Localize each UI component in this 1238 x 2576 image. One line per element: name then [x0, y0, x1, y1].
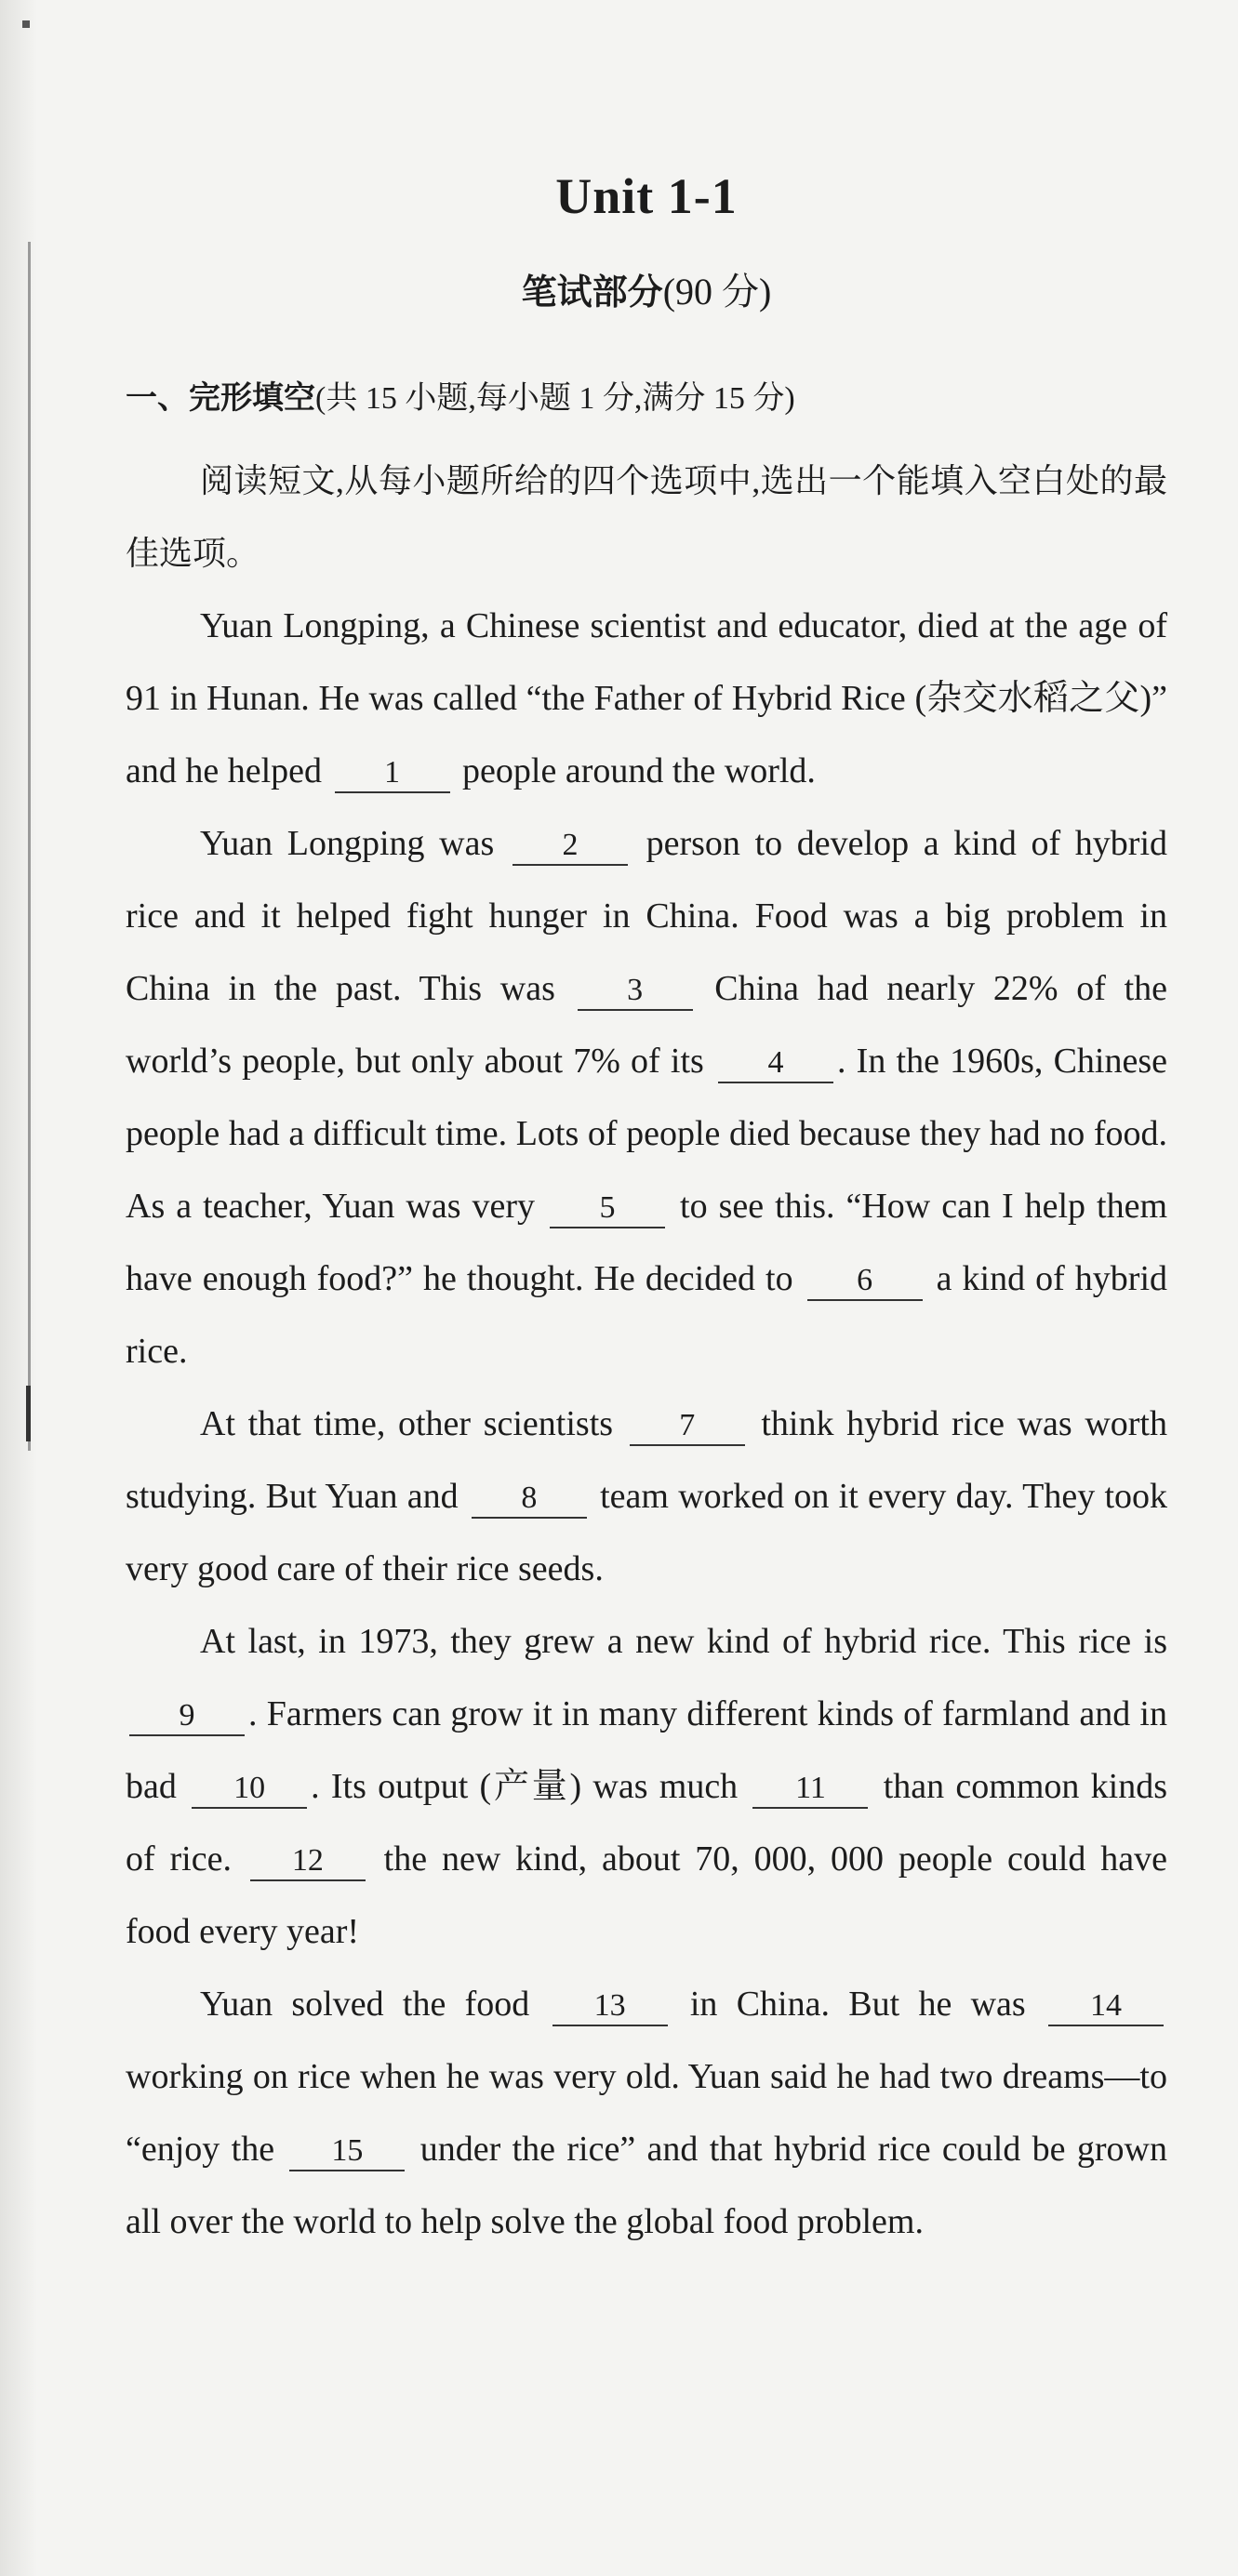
unit-title: Unit 1-1 [555, 168, 738, 224]
blank-12[interactable]: 12 [250, 1842, 366, 1881]
instructions: 阅读短文,从每小题所给的四个选项中,选出一个能填入空白处的最佳选项。 [126, 462, 1167, 573]
passage-text: team worked on it every day. They took very good care of their rice seeds. [126, 1477, 1168, 1589]
passage-text: in China. But he was [689, 1985, 1026, 2025]
passage-text: under the rice” and that hybrid rice could be grown all over the world to help solve the global food problem. [126, 2130, 1167, 2242]
passage-text: working on rice when he was very old. Yuan said he had two dreams—to “enjoy the [126, 2057, 1167, 2170]
blank-8[interactable]: 8 [472, 1480, 587, 1519]
scan-edge-mark [22, 20, 30, 28]
blank-5[interactable]: 5 [550, 1189, 665, 1228]
blank-15[interactable]: 15 [289, 2132, 405, 2171]
passage-text: the new kind, about 70, 000, 000 people could have food every year! [126, 1839, 1167, 1952]
passage-paragraph-5 [126, 1968, 1167, 2258]
scan-edge [0, 0, 37, 2576]
blank-3[interactable]: 3 [578, 972, 693, 1011]
scan-edge-mark [28, 242, 31, 1451]
passage-text: Yuan Longping, a Chinese scientist and educator, died at the age of 91 in Hunan. He was called “the Father of Hybrid Rice (杂交水稻之父)” and he helped [126, 606, 1167, 791]
passage-text: people around the world. [462, 751, 816, 791]
blank-13[interactable]: 13 [552, 1987, 668, 2026]
passage-text: Yuan solved the food [200, 1985, 530, 2025]
passage-text: person to develop a kind of hybrid rice and it helped fight hunger in China. Food was a big problem in China in the past. This was [126, 824, 1168, 1009]
passage-text: . Farmers can grow it in many different kinds of farmland and in bad [126, 1694, 1167, 1807]
worksheet-page [126, 167, 1167, 2258]
blank-11[interactable]: 11 [752, 1770, 868, 1809]
passage-text: to see this. “How can I help them have enough food?” he thought. He decided to [126, 1187, 1168, 1299]
passage-text: At that time, other scientists [200, 1404, 614, 1444]
passage-text: than common kinds of rice. [126, 1767, 1167, 1879]
passage-text: think hybrid rice was worth studying. But Yuan and [126, 1404, 1167, 1517]
blank-9[interactable]: 9 [129, 1697, 245, 1736]
passage-text: At last, in 1973, they grew a new kind of hybrid rice. This rice is [200, 1622, 1167, 1662]
passage-paragraph-4 [126, 1605, 1167, 1968]
passage-text: China had nearly 22% of the world’s people, but only about 7% of its [126, 969, 1167, 1082]
passage-text: . Its output (产量) was much [311, 1767, 739, 1807]
scan-edge-mark [26, 1386, 31, 1441]
section-heading [126, 262, 1167, 315]
blank-2[interactable]: 2 [513, 827, 628, 866]
blank-7[interactable]: 7 [630, 1407, 745, 1446]
passage-text: a kind of hybrid rice. [126, 1259, 1168, 1372]
passage-paragraph-3 [126, 1388, 1167, 1605]
cloze-score-note: (共 15 小题,每小题 1 分,满分 15 分) [315, 381, 795, 416]
blank-4[interactable]: 4 [718, 1044, 833, 1083]
cloze-section-heading [126, 373, 1167, 424]
passage-paragraph-2 [126, 807, 1167, 1388]
passage-text: . In the 1960s, Chinese people had a difficult time. Lots of people died because they had no food. As a teacher, Yuan was very [126, 1042, 1168, 1227]
written-part-label: 笔试部分 [521, 272, 663, 312]
passage-paragraph-1 [126, 590, 1167, 807]
blank-6[interactable]: 6 [807, 1262, 923, 1301]
blank-1[interactable]: 1 [335, 754, 450, 793]
cloze-label: 一、完形填空 [126, 379, 315, 417]
written-part-score: (90 分) [662, 271, 772, 312]
blank-10[interactable]: 10 [192, 1770, 307, 1809]
passage-text: Yuan Longping was [200, 824, 495, 864]
blank-14[interactable]: 14 [1048, 1987, 1164, 2026]
